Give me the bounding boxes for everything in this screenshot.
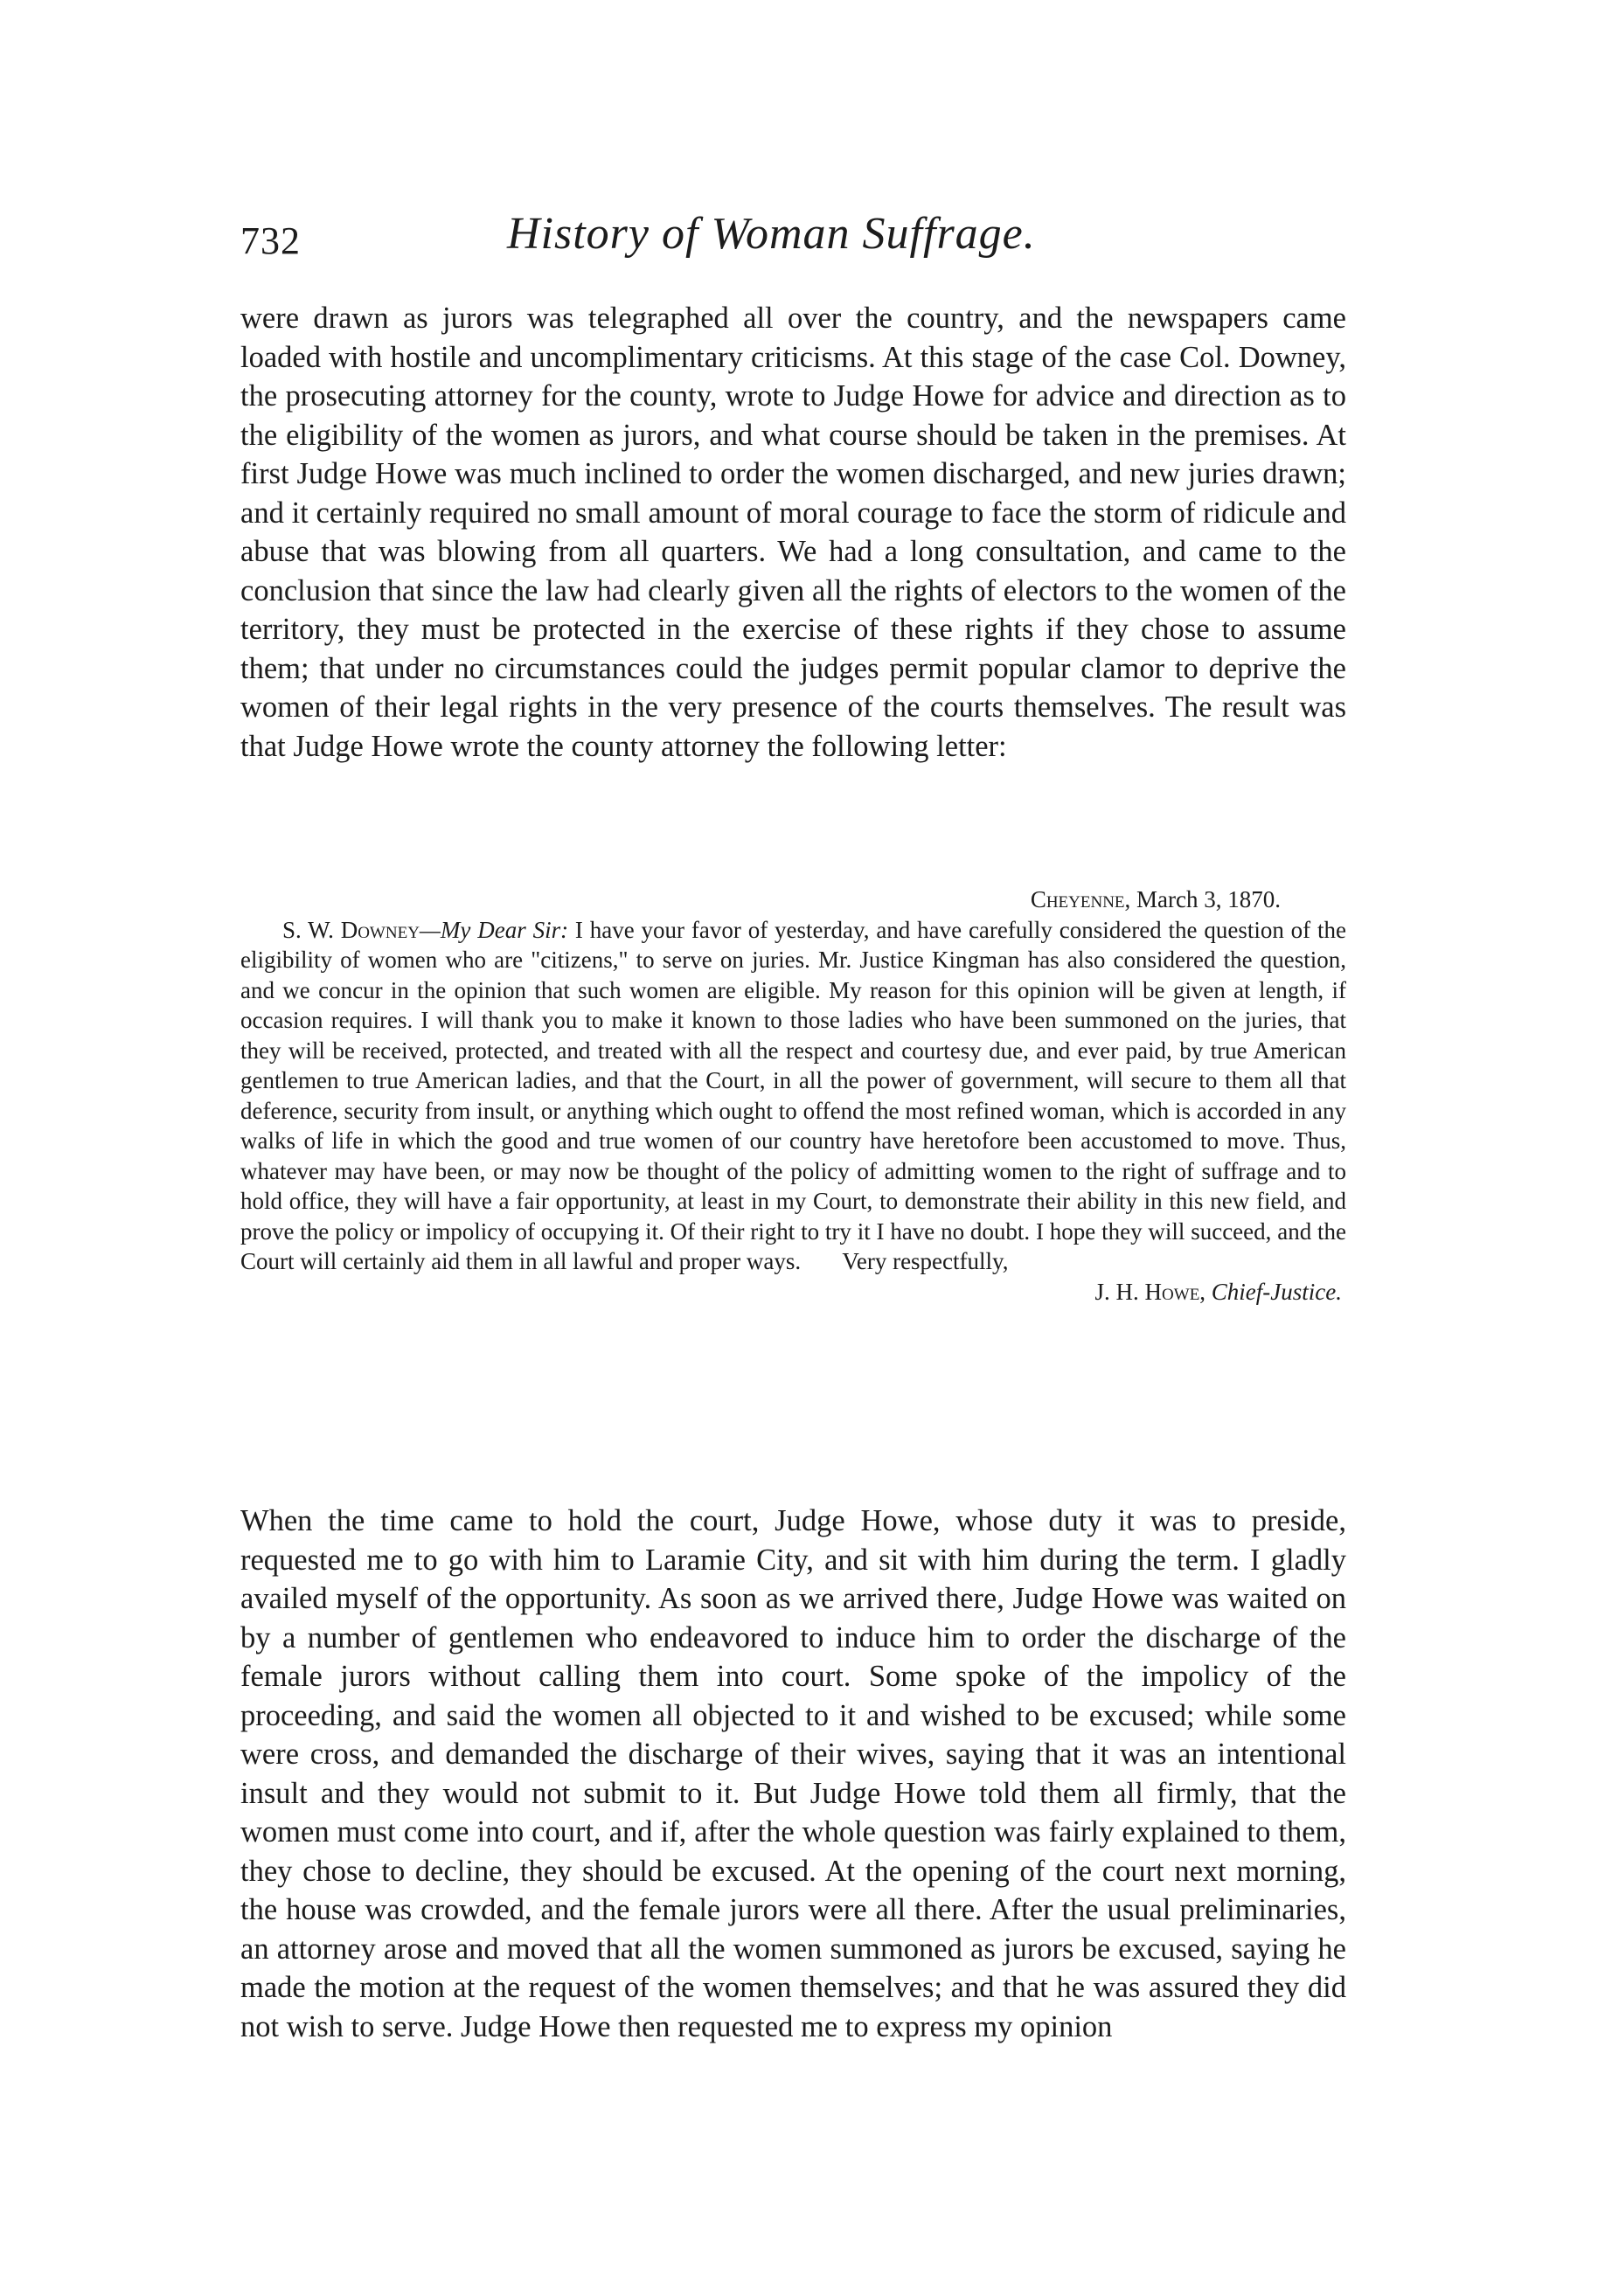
page-header bbox=[240, 208, 1351, 287]
signature-name: J. H. Howe, bbox=[1094, 1278, 1206, 1305]
paragraph-text: When the time came to hold the court, Judge Howe, whose duty it was to preside, requested me to go with him to Laramie City, and sit with him during the term. I gladly availed myself of the opportunity. As soon as we arrived there, Judge Howe was waited on by a number of gentlemen who endeavored to induce him to order the discharge of the female jurors without calling them into court. Some spoke of the impolicy of the proceeding, and said the women all objected to it and wished to be excused; while some were cross, and demanded the discharge of their wives, saying that it was an intentional insult and they would not submit to it. But Judge Howe told them all firmly, that the women must come into court, and if, after the whole question was fairly explained to them, they chose to decline, they should be excused. At the opening of the court next morning, the house was crowded, and the female jurors were all there. After the usual preliminaries, an attorney arose and moved that all the women summoned as jurors be excused, saying he made the motion at the request of the women themselves; and that he was assured they did not wish to serve. Judge Howe then requested me to express my opinion bbox=[240, 1504, 1346, 2043]
signature-title: Chief-Justice. bbox=[1211, 1278, 1342, 1305]
letter-closing: Very respectfully, bbox=[842, 1248, 1009, 1274]
paragraph-block-1 bbox=[240, 299, 1346, 766]
letter-signature bbox=[240, 1277, 1346, 1308]
letter-salutation: —My Dear Sir: bbox=[419, 916, 569, 943]
paragraph-text: were drawn as jurors was telegraphed all over the country, and the newspapers came loaded with hostile and uncomplimentary criticisms. At this stage of the case Col. Downey, the prosecuting attorney for the county, wrote to Judge Howe for advice and direction as to the eligibility of the women as jurors, and what course should be taken in the premises. At first Judge Howe was much inclined to order the women discharged, and new juries drawn; and it certainly required no small amount of moral courage to face the storm of ridicule and abuse that was blowing from all quarters. We had a long consultation, and came to the conclusion that since the law had clearly given all the rights of electors to the women of the territory, they must be protected in the exercise of these rights if they chose to assume them; that under no circumstances could the judges permit popular clamor to deprive the women of their legal rights in the very presence of the courts themselves. The result was that Judge Howe wrote the county attorney the following letter: bbox=[240, 302, 1346, 763]
letter-body bbox=[240, 915, 1346, 1277]
running-title: History of Woman Suffrage. bbox=[507, 209, 1036, 259]
dateline-place: Cheyenne, bbox=[1030, 886, 1131, 912]
dateline-date: March 3, 1870. bbox=[1136, 886, 1281, 912]
page-number: 732 bbox=[240, 219, 301, 262]
letter-dateline bbox=[240, 884, 1346, 915]
quoted-letter bbox=[240, 884, 1346, 1307]
letter-addressee: S. W. Downey bbox=[282, 916, 420, 943]
letter-body-text: I have your favor of yesterday, and have carefully considered the question of the eligibility of women who are "citizens," to serve on juries. Mr. Justice Kingman has also considered the question, and we concur in the opinion that such women are eligible. My reason for this opinion will be given at length, if occasion requires. I will thank you to make it known to those ladies who have been summoned on the juries, that they will be received, protected, and treated with all the respect and courtesy due, and ever paid, by true American gentlemen to true American ladies, and that the Court, in all the power of government, will secure to them all that deference, security from insult, or anything which ought to offend the most refined woman, which is accorded in any walks of life in which the good and true women of our country have heretofore been accustomed to move. Thus, whatever may have been, or may now be thought of the policy of admitting women to the right of suffrage and to hold office, they will have a fair opportunity, at least in my Court, to demonstrate their ability in this new field, and prove the policy or impolicy of occupying it. Of their right to try it I have no doubt. I hope they will succeed, and the Court will certainly aid them in all lawful and proper ways. bbox=[240, 916, 1346, 1274]
paragraph-block-2 bbox=[240, 1502, 1346, 2046]
